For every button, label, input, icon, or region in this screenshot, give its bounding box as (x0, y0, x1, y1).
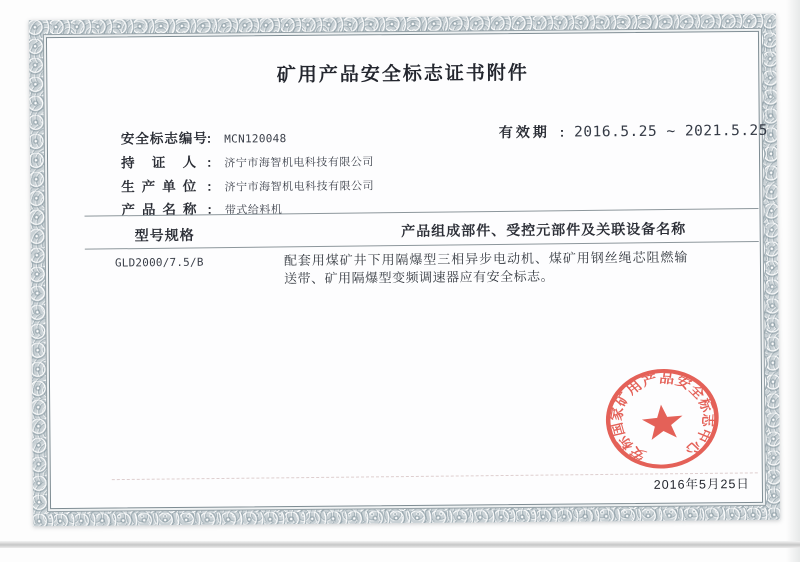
table-row-model-cell: GLD2000/7.5/B (114, 255, 204, 270)
colon: : (207, 178, 212, 194)
page-title: 矿用产品安全标志证书附件 (276, 62, 529, 87)
mark-number-value: MCN120048 (224, 132, 287, 146)
colon: : (207, 201, 212, 217)
validity-value: 2016.5.25 ~ 2021.5.25 (574, 122, 769, 141)
certificate-content (29, 14, 780, 526)
manufacturer-value: 济宁市海智机电科技有限公司 (224, 180, 375, 194)
official-seal (599, 361, 726, 476)
seal-text: 安标国家矿用产品安全标志中心 (608, 371, 717, 463)
colon: : (206, 154, 212, 170)
field-manufacturer (121, 173, 374, 195)
photo-bottom-edge-shadow (0, 541, 800, 548)
manufacturer-label: 生产单位 (121, 178, 198, 195)
mark-number-label: 安全标志编号 (120, 130, 208, 147)
table-row-description-cell: 配套用煤矿井下用隔爆型三相异步电动机、煤矿用钢丝绳芯阻燃输送带、矿用隔爆型变频调速器应有安全标志。 (283, 249, 688, 287)
table-header-components: 产品组成部件、受控元部件及关联设备名称 (401, 220, 687, 240)
product-name-label: 产品名称 (121, 201, 198, 218)
red-star-icon (641, 403, 685, 441)
photo-right-shading (786, 0, 800, 562)
colon: : (559, 124, 565, 140)
table-header-model: 型号规格 (134, 226, 195, 244)
colon: : (206, 130, 212, 146)
field-mark-number (121, 126, 287, 147)
holder-value: 济宁市海智机电科技有限公司 (224, 156, 374, 170)
product-name-value: 带式给料机 (224, 204, 283, 217)
validity-label: 有效期 (498, 123, 550, 141)
official-seal-graphic (599, 361, 726, 476)
certificate (29, 14, 780, 526)
holder-label: 持证人 (120, 154, 198, 171)
field-validity (499, 120, 768, 142)
field-holder (121, 149, 374, 171)
issue-date: 2016年5月25日 (653, 476, 750, 492)
